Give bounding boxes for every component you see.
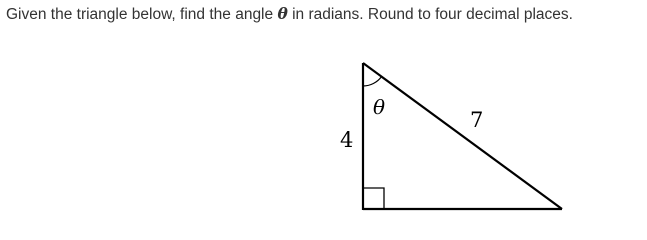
angle-label: θ	[373, 95, 386, 119]
right-angle-marker	[363, 188, 384, 209]
question-text-before: Given the triangle below, find the angle	[6, 6, 278, 23]
theta-symbol: θ	[277, 4, 288, 23]
question-text-after: in radians. Round to four decimal places.	[287, 6, 573, 23]
side-hypotenuse-label: 7	[470, 108, 484, 132]
angle-arc	[363, 77, 382, 86]
hypotenuse-side	[363, 63, 562, 209]
side-vertical-label: 4	[340, 128, 354, 152]
